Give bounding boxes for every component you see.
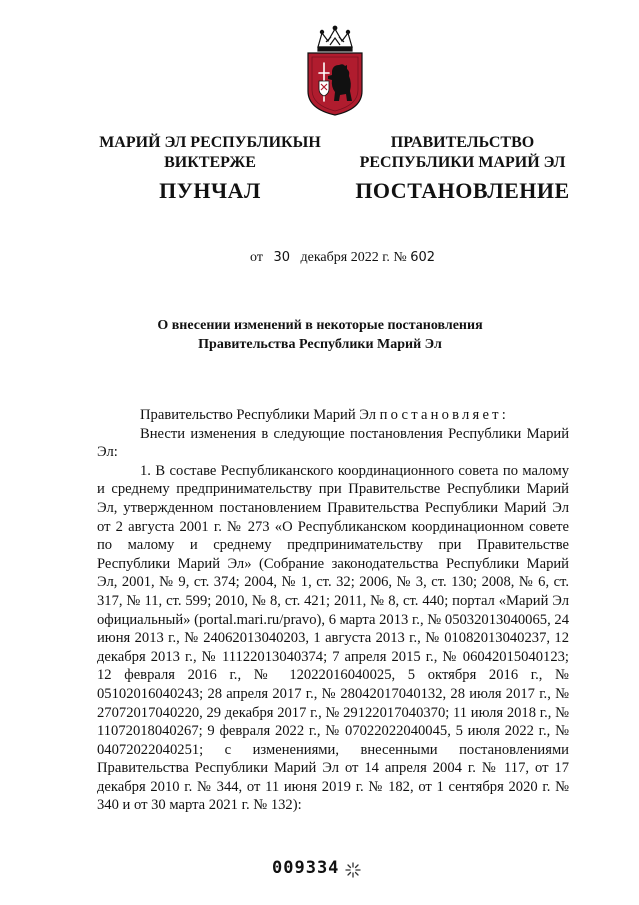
header-left-line1: МАРИЙ ЭЛ РЕСПУБЛИКЫН — [99, 134, 321, 151]
document-number: 602 — [410, 250, 436, 265]
header-right-line2: РЕСПУБЛИКИ МАРИЙ ЭЛ — [359, 154, 566, 171]
intro-prefix: Правительство Республики Марий Эл — [140, 407, 377, 423]
intro-paragraph — [97, 406, 569, 425]
date-rest: декабря 2022 г. № — [300, 250, 407, 265]
document-title-line2: Правительства Республики Марий Эл — [198, 337, 442, 352]
coat-of-arms-icon — [298, 25, 372, 117]
document-title-line1: О внесении изменений в некоторые постановления — [157, 318, 483, 333]
header-right-doc-type: ПОСТАНОВЛЕНИЕ — [355, 178, 570, 203]
serial-number: 009334 — [272, 858, 340, 878]
date-day: 30 — [273, 250, 290, 265]
asterisk-mark-icon — [345, 862, 361, 878]
date-line — [250, 250, 435, 266]
header-right-line1: ПРАВИТЕЛЬСТВО — [390, 134, 535, 151]
item-1-paragraph: 1. В составе Республиканского координационного совета по малому и среднему предпринимательству при Правительстве Республики Марий Эл, утвержденном постановлением Правительства Республики Марий Эл от 2 августа 2001 г. № 273 «О Республиканском координационном совете по малому и среднему предпринимательству при Правительстве Республики Марий Эл» (Собрание законодательства Республики Марий Эл, 2001, № 9, ст. 374; 2004, № 1, ст. 32; 2006, № 3, ст. 130; 2008, № 6, ст. 317, № 11, ст. 599; 2010, № 8, ст. 421; 2011, № 8, ст. 440; портал «Марий Эл официальный» (portal.mari.ru/pravo), 6 марта 2013 г., № 05032013040065, 24 июня 2013 г., № 24062013040203, 1 августа 2013 г., № 01082013040237, 12 декабря 2013 г., № 11122013040374; 7 апреля 2015 г., № 06042015040123; 12 февраля 2016 г., № 12022016040025, 5 октября 2016 г., № 05102016040243; 28 апреля 2017 г., № 28042017040132, 28 июля 2017 г., № 27072017040220, 29 декабря 2017 г., № 29122017040370; 11 июля 2018 г., № 11072018040267; 9 февраля 2022 г., № 07022022040045, 5 июля 2022 г., № 04072022040251; с изменениями, внесенными постановлениями Правительства Республики Марий Эл от 14 апреля 2004 г. № 117, от 17 декабря 2010 г. № 344, от 11 июня 2019 г. № 182, от 1 сентября 2020 г. № 340 и от 30 марта 2021 г. № 132): — [97, 462, 569, 814]
header-left-line2: ВИКТЕРЖЕ — [164, 154, 256, 171]
amendments-paragraph: Внести изменения в следующие постановления Республики Марий Эл: — [97, 425, 569, 461]
document-body — [97, 406, 569, 815]
intro-decree-word: постановляет: — [379, 407, 509, 423]
header-left-doc-type: ПУНЧАЛ — [159, 178, 261, 203]
date-prefix: от — [250, 250, 263, 265]
